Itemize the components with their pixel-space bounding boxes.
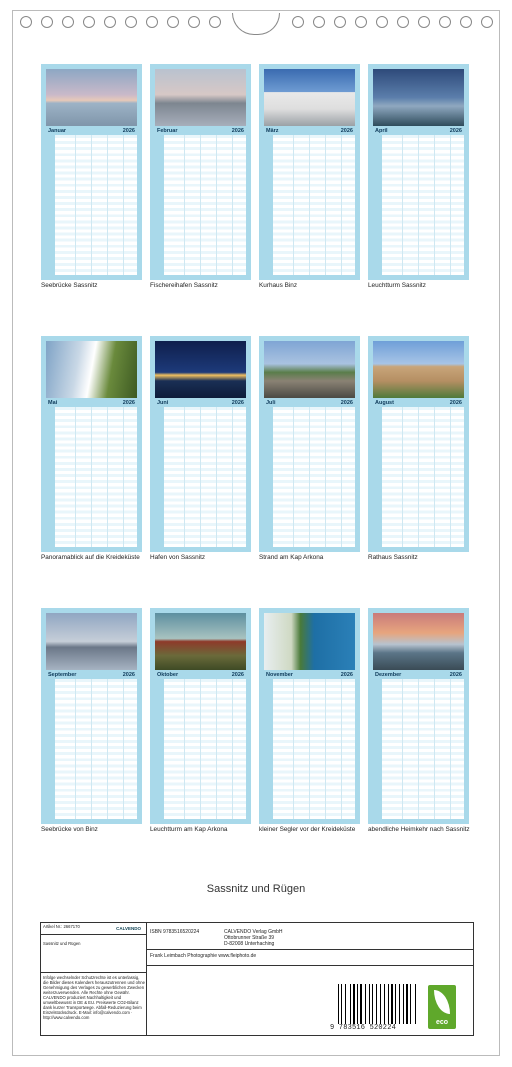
grid-columns — [278, 135, 355, 275]
binding-hole — [20, 16, 32, 28]
binding-hole — [104, 16, 116, 28]
binding-hole — [41, 16, 53, 28]
month-name: August — [375, 399, 394, 406]
day-grid — [373, 679, 464, 819]
grid-columns — [60, 679, 137, 819]
month-name: Juni — [157, 399, 169, 406]
barcode-bar — [409, 984, 410, 1024]
barcode-bar — [395, 984, 396, 1024]
barcode-bar — [410, 984, 411, 1024]
month-card — [41, 336, 142, 552]
grid-columns — [169, 135, 246, 275]
month-name: Dezember — [375, 671, 402, 678]
barcode-bar — [406, 984, 407, 1024]
month-header — [373, 398, 464, 407]
month-photo — [373, 341, 464, 398]
day-grid — [155, 135, 246, 275]
month-caption: Strand am Kap Arkona — [259, 554, 324, 561]
month-caption: Hafen von Sassnitz — [150, 554, 206, 561]
barcode-bar — [376, 984, 377, 1024]
eco-label: eco — [435, 1019, 449, 1026]
month-caption: Seebrücke Sassnitz — [41, 282, 98, 289]
month-header — [155, 398, 246, 407]
publisher-name: CALVENDO Verlag GmbH — [224, 929, 283, 935]
barcode-bar — [405, 984, 406, 1024]
binding-hole — [481, 16, 493, 28]
month-photo — [373, 613, 464, 670]
grid-columns — [169, 679, 246, 819]
barcode-bar — [403, 984, 404, 1024]
day-grid — [155, 679, 246, 819]
binding-hole — [313, 16, 325, 28]
month-name: Mai — [48, 399, 58, 406]
binding-hole — [62, 16, 74, 28]
publisher-logo: CALVENDO — [116, 926, 141, 931]
month-card — [259, 336, 360, 552]
month-card — [41, 64, 142, 280]
binding-hole — [355, 16, 367, 28]
barcode-bar — [351, 984, 352, 1024]
month-caption: Fischereihafen Sassnitz — [150, 282, 218, 289]
month-card — [259, 608, 360, 824]
barcode-bar — [386, 984, 387, 1024]
barcode-bar — [343, 984, 344, 1024]
barcode-bar — [341, 984, 342, 1024]
article-row — [41, 923, 147, 935]
barcode — [330, 984, 424, 1032]
grid-columns — [60, 407, 137, 547]
grid-columns — [278, 407, 355, 547]
month-name: Juli — [266, 399, 276, 406]
barcode-bar — [391, 984, 393, 1024]
month-card — [259, 64, 360, 280]
barcode-bar — [416, 984, 417, 1024]
month-header — [155, 670, 246, 679]
month-caption: Rathaus Sassnitz — [368, 554, 418, 561]
divider — [147, 949, 473, 950]
binding-hole — [418, 16, 430, 28]
month-photo — [155, 341, 246, 398]
month-year: 2026 — [122, 671, 135, 678]
month-year: 2026 — [340, 399, 353, 406]
barcode-bar — [401, 984, 402, 1024]
binding-hole — [188, 16, 200, 28]
barcode-bar — [374, 984, 375, 1024]
month-photo — [264, 69, 355, 126]
barcode-bar — [340, 984, 341, 1024]
day-grid — [155, 407, 246, 547]
barcode-bar — [377, 984, 379, 1024]
info-box — [40, 922, 474, 1036]
barcode-bar — [345, 984, 346, 1024]
barcode-bar — [394, 984, 395, 1024]
grid-columns — [278, 679, 355, 819]
month-name: September — [48, 671, 77, 678]
barcode-bar — [397, 984, 398, 1024]
photographer-text: Frank Leimbach Photographie www.fleiphoto.de — [150, 953, 257, 959]
grid-columns — [387, 407, 464, 547]
barcode-bar — [399, 984, 400, 1024]
month-year: 2026 — [340, 127, 353, 134]
subtitle-row — [41, 935, 147, 973]
month-year: 2026 — [231, 399, 244, 406]
month-year: 2026 — [449, 671, 462, 678]
barcode-bar — [367, 984, 368, 1024]
barcode-bar — [357, 984, 358, 1024]
day-grid — [373, 407, 464, 547]
legal-text: Infolge wechselnder Schutzrechte ist es unterlassig, die Bilder dieses Kalenders herauszutrennen und ohne Genehmigung des Verlages zu gewerblichen Zwecken weiterzuverwenden. Alle Rechte ohne Gewähr. CALVENDO produziert Nachhaltigkeit und umweltbewusst in DE & EU. Preiswerte CO2-Bilanz dank kurzer Transportwege. Abfall-Reduzierung beim Einzelstücksdruck. E-Mail: info@calvendo.com · http://www.calvendo.com — [43, 975, 145, 1020]
month-name: März — [266, 127, 279, 134]
barcode-bar — [415, 984, 416, 1024]
divider — [147, 965, 473, 966]
month-year: 2026 — [340, 671, 353, 678]
month-name: November — [266, 671, 293, 678]
month-header — [264, 670, 355, 679]
month-photo — [264, 341, 355, 398]
grid-columns — [387, 135, 464, 275]
month-header — [264, 398, 355, 407]
month-card — [150, 608, 251, 824]
month-header — [155, 126, 246, 135]
barcode-digits: 9 783516 520224 — [330, 1024, 397, 1032]
barcode-bar — [380, 984, 381, 1024]
binding-hole — [397, 16, 409, 28]
barcode-bar — [363, 984, 364, 1024]
barcode-bar — [384, 984, 385, 1024]
binding-hole — [209, 16, 221, 28]
month-caption: Panoramablick auf die Kreideküste — [41, 554, 140, 561]
binding-hole — [146, 16, 158, 28]
month-card — [150, 336, 251, 552]
barcode-bars — [338, 984, 418, 1024]
barcode-bar — [359, 984, 360, 1024]
binding-hole — [334, 16, 346, 28]
barcode-bar — [360, 984, 362, 1024]
month-card — [150, 64, 251, 280]
isbn-text: ISBN 9783516520224 — [150, 929, 200, 935]
grid-columns — [387, 679, 464, 819]
barcode-bar — [388, 984, 389, 1024]
binding-hole — [439, 16, 451, 28]
month-year: 2026 — [231, 127, 244, 134]
subtitle-text: Sassnitz und Rügen — [43, 941, 81, 946]
month-photo — [46, 341, 137, 398]
month-card — [368, 336, 469, 552]
month-caption: abendliche Heimkehr nach Sassnitz — [368, 826, 470, 833]
month-photo — [46, 613, 137, 670]
binding-hole — [460, 16, 472, 28]
month-card — [41, 608, 142, 824]
barcode-bar — [350, 984, 351, 1024]
calendar-title: Sassnitz und Rügen — [206, 883, 306, 895]
month-name: Oktober — [157, 671, 179, 678]
grid-columns — [60, 135, 137, 275]
month-photo — [155, 69, 246, 126]
day-grid — [373, 135, 464, 275]
month-header — [264, 126, 355, 135]
barcode-bar — [365, 984, 366, 1024]
publisher-street: Ottobrunner Straße 39 — [224, 935, 275, 941]
month-caption: Leuchtturm am Kap Arkona — [150, 826, 228, 833]
binding-hole — [125, 16, 137, 28]
binding-hole — [167, 16, 179, 28]
publisher-city: D-82008 Unterhaching — [224, 941, 275, 947]
barcode-bar — [382, 984, 383, 1024]
barcode-bar — [372, 984, 373, 1024]
month-year: 2026 — [122, 399, 135, 406]
day-grid — [46, 679, 137, 819]
binding-hole — [292, 16, 304, 28]
month-header — [46, 398, 137, 407]
month-name: Februar — [157, 127, 178, 134]
month-header — [373, 670, 464, 679]
month-header — [46, 126, 137, 135]
barcode-bar — [412, 984, 414, 1024]
month-card — [368, 64, 469, 280]
month-year: 2026 — [231, 671, 244, 678]
month-header — [373, 126, 464, 135]
barcode-bar — [356, 984, 357, 1024]
leaf-icon — [434, 990, 450, 1014]
article-number: Artikel Nr.: 2667170 — [43, 924, 80, 929]
month-photo — [155, 613, 246, 670]
month-year: 2026 — [449, 127, 462, 134]
barcode-bar — [338, 984, 339, 1024]
grid-columns — [169, 407, 246, 547]
barcode-bar — [353, 984, 354, 1024]
month-photo — [264, 613, 355, 670]
month-photo — [373, 69, 464, 126]
month-caption: Leuchtturm Sassnitz — [368, 282, 426, 289]
month-year: 2026 — [122, 127, 135, 134]
day-grid — [46, 407, 137, 547]
day-grid — [46, 135, 137, 275]
month-header — [46, 670, 137, 679]
barcode-bar — [389, 984, 390, 1024]
eco-badge — [428, 985, 456, 1029]
month-name: April — [375, 127, 388, 134]
month-caption: Seebrücke von Binz — [41, 826, 98, 833]
barcode-bar — [347, 984, 349, 1024]
info-left-column — [41, 923, 147, 1035]
binding-hole — [83, 16, 95, 28]
month-caption: Kurhaus Binz — [259, 282, 298, 289]
day-grid — [264, 679, 355, 819]
binding-hole — [376, 16, 388, 28]
month-caption: kleiner Segler vor der Kreideküste — [259, 826, 356, 833]
day-grid — [264, 135, 355, 275]
month-year: 2026 — [449, 399, 462, 406]
month-photo — [46, 69, 137, 126]
month-card — [368, 608, 469, 824]
barcode-bar — [369, 984, 370, 1024]
month-name: Januar — [48, 127, 67, 134]
barcode-bar — [370, 984, 371, 1024]
day-grid — [264, 407, 355, 547]
